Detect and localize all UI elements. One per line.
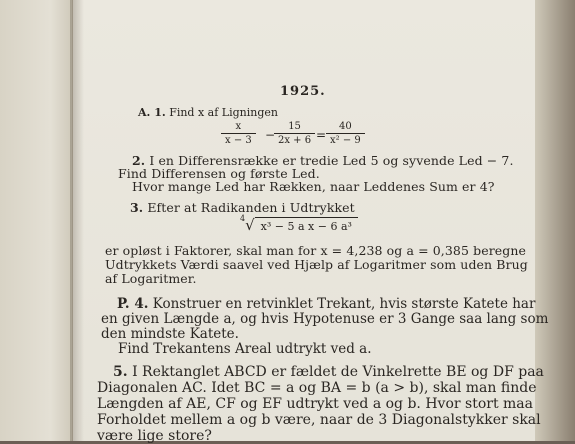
fraction-1-bar xyxy=(221,133,256,134)
page-heading-year: 1925. xyxy=(280,84,326,99)
problem-5-text-1: I Rektanglet ABCD er fældet de Vinkelrette BE og DF paa xyxy=(132,364,544,380)
problem-3-line-4: af Logaritmer. xyxy=(105,271,197,286)
problem-p4-line-2: en given Længde a, og hvis Hypotenuse er 3 Gange saa lang som xyxy=(101,311,549,327)
problem-2-line-3: Hvor mange Led har Rækken, naar Leddenes Sum er 4? xyxy=(132,179,495,194)
problem-p4-line-3: den mindste Katete. xyxy=(101,326,239,342)
problem-5-label: 5. xyxy=(113,364,128,380)
fraction-3-bar xyxy=(326,133,365,134)
problem-5-line-3: Længden af AE, CF og EF udtrykt ved a og b. Hvor stort maa xyxy=(97,396,533,412)
fraction-2 xyxy=(274,121,315,146)
problem-5-line-1 xyxy=(113,364,544,380)
problem-a1 xyxy=(138,106,278,119)
fraction-3 xyxy=(326,121,365,146)
problem-5-line-5: være lige store? xyxy=(97,428,212,444)
problem-p4-label: P. 4. xyxy=(117,296,149,312)
problem-2-text-1: I en Differensrække er tredie Led 5 og syvende Led − 7. xyxy=(149,153,514,168)
problem-p4-line-1 xyxy=(117,296,535,312)
problem-5-line-2: Diagonalen AC. Idet BC = a og BA = b (a > b), skal man finde xyxy=(97,380,537,396)
problem-3-text-1: Efter at Radikanden i Udtrykket xyxy=(147,200,355,215)
fraction-3-numerator: 40 xyxy=(339,121,352,132)
root-index: 4 xyxy=(240,214,246,224)
fraction-1 xyxy=(221,121,256,146)
problem-2-line-2: Find Differensen og første Led. xyxy=(118,166,320,181)
problem-a1-label: A. 1. xyxy=(138,106,166,119)
minus-sign: − xyxy=(265,128,276,142)
problem-p4-line-4: Find Trekantens Areal udtrykt ved a. xyxy=(118,341,372,357)
problem-3-label: 3. xyxy=(130,200,144,215)
fraction-2-bar xyxy=(274,133,315,134)
problem-3-line-2: er opløst i Faktorer, skal man for x = 4,238 og a = 0,385 beregne xyxy=(105,243,527,258)
fraction-1-numerator: x xyxy=(235,121,242,132)
radicand: x³ − 5 a x − 6 a³ xyxy=(255,217,358,233)
fraction-3-denominator: x² − 9 xyxy=(330,135,361,146)
problem-p4-text-1: Konstruer en retvinklet Trekant, hvis største Katete har xyxy=(152,296,536,312)
problem-5-line-4: Forholdet mellem a og b være, naar de 3 Diagonalstykker skal xyxy=(97,412,541,428)
problem-a1-text: Find x af Ligningen xyxy=(169,106,278,119)
problem-3-line-3: Udtrykkets Værdi saavel ved Hjælp af Logaritmer som uden Brug xyxy=(105,257,528,272)
fraction-2-numerator: 15 xyxy=(288,121,301,132)
fraction-1-denominator: x − 3 xyxy=(225,135,252,146)
fraction-2-denominator: 2x + 6 xyxy=(278,135,312,146)
root-expression xyxy=(240,216,358,234)
equals-sign: = xyxy=(316,128,327,142)
problem-3-line-1 xyxy=(130,200,355,215)
problem-2-label: 2. xyxy=(132,153,146,168)
radical-sign-icon: √ xyxy=(245,216,255,234)
